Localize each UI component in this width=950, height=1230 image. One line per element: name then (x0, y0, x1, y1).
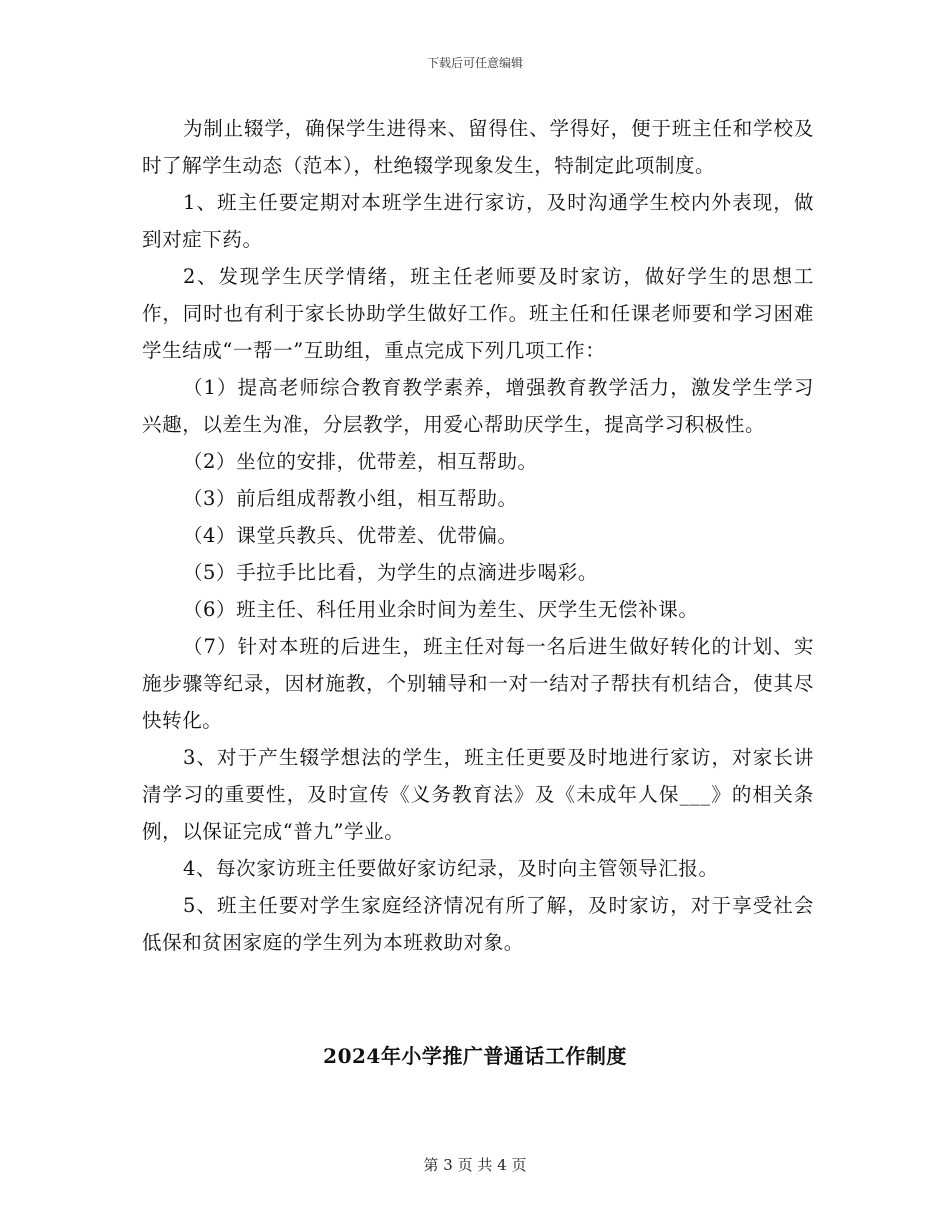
next-document-title: 2024年小学推广普通话工作制度 (323, 1044, 627, 1068)
paragraph-subitem-3: （3）前后组成帮教小组，相互帮助。 (182, 487, 518, 510)
paragraph-subitem-2: （2）坐位的安排，优带差，相互帮助。 (182, 450, 538, 473)
page-number-footer: 第 3 页 共 4 页 (423, 1156, 527, 1174)
page-header-note: 下载后可任意编辑 (426, 56, 523, 70)
paragraph-item-1: 1、班主任要定期对本班学生进行家访，及时沟通学生校内外表现，做到对症下药。 (142, 191, 814, 251)
paragraph-subitem-7: （7）针对本班的后进生，班主任对每一名后进生做好转化的计划、实施步骤等纪录，因材施教，个别辅导和一对一结对子帮扶有机结合，使其尽快转化。 (142, 635, 814, 732)
paragraph-subitem-4: （4）课堂兵教兵、优带差、优带偏。 (182, 524, 518, 547)
document-body (142, 110, 814, 961)
paragraph-item-5: 5、班主任要对学生家庭经济情况有所了解，及时家访，对于享受社会低保和贫困家庭的学生列为本班救助对象。 (142, 894, 814, 954)
paragraph-item-2: 2、发现学生厌学情绪，班主任老师要及时家访，做好学生的思想工作，同时也有利于家长协助学生做好工作。班主任和任课老师要和学习困难学生结成“一帮一”互助组，重点完成下列几项工作： (142, 265, 814, 362)
paragraph-item-3: 3、对于产生辍学想法的学生，班主任更要及时地进行家访，对家长讲清学习的重要性，及时宣传《义务教育法》及《未成年人保___》的相关条例，以保证完成“普九”学业。 (142, 746, 814, 843)
paragraph-subitem-1: （1）提高老师综合教育教学素养，增强教育教学活力，激发学生学习兴趣，以差生为准，分层教学，用爱心帮助厌学生，提高学习积极性。 (142, 376, 814, 436)
paragraph-intro: 为制止辍学，确保学生进得来、留得住、学得好，便于班主任和学校及时了解学生动态（范本），杜绝辍学现象发生，特制定此项制度。 (142, 117, 814, 177)
paragraph-item-4: 4、每次家访班主任要做好家访纪录，及时向主管领导汇报。 (182, 857, 719, 880)
paragraph-subitem-6: （6）班主任、科任用业余时间为差生、厌学生无偿补课。 (182, 598, 699, 621)
paragraph-subitem-5: （5）手拉手比比看，为学生的点滴进步喝彩。 (182, 561, 598, 584)
